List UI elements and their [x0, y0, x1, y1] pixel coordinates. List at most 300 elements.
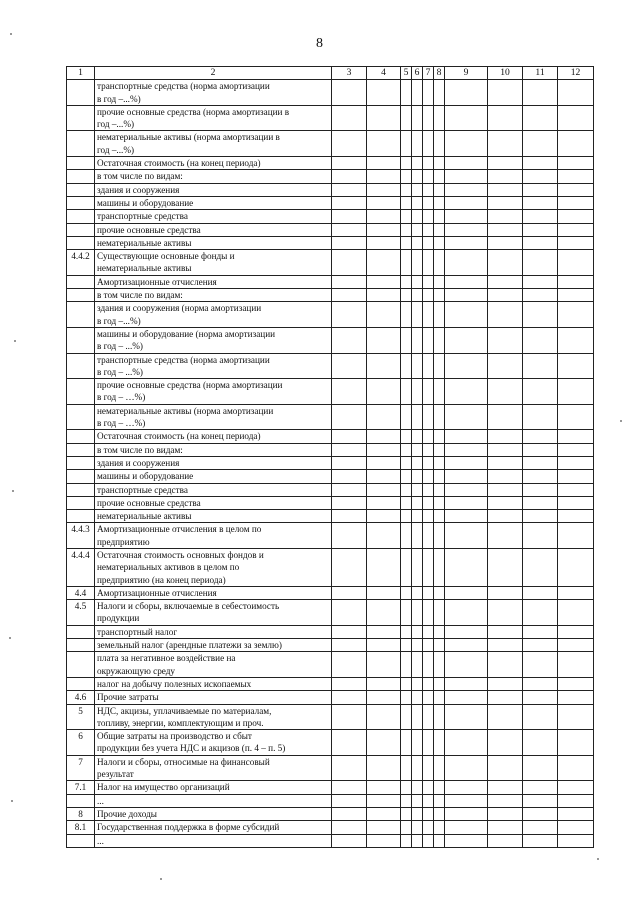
value-cell — [488, 691, 523, 704]
table-row — [67, 443, 594, 456]
table-row — [67, 275, 594, 288]
value-cell — [434, 755, 445, 781]
row-label: транспортные средства (норма амортизации в год –...%) — [95, 80, 332, 106]
value-cell — [558, 677, 594, 690]
value-cell — [423, 456, 434, 469]
row-label: машины и оборудование (норма амортизации в год – ...%) — [95, 327, 332, 353]
value-cell — [367, 170, 401, 183]
value-cell — [434, 353, 445, 379]
value-cell — [332, 289, 367, 302]
value-cell — [434, 430, 445, 443]
value-cell — [523, 704, 558, 730]
value-cell — [412, 236, 423, 249]
value-cell — [332, 105, 367, 131]
value-cell — [401, 250, 412, 276]
value-cell — [367, 289, 401, 302]
value-cell — [445, 250, 488, 276]
value-cell — [445, 794, 488, 807]
value-cell — [434, 586, 445, 599]
value-cell — [558, 236, 594, 249]
row-label: прочие основные средства — [95, 223, 332, 236]
row-label: в том числе по видам: — [95, 170, 332, 183]
value-cell — [367, 443, 401, 456]
value-cell — [523, 131, 558, 157]
value-cell — [412, 170, 423, 183]
table-row — [67, 523, 594, 549]
value-cell — [332, 353, 367, 379]
value-cell — [332, 755, 367, 781]
value-cell — [434, 807, 445, 820]
row-label: ... — [95, 794, 332, 807]
table-row — [67, 755, 594, 781]
row-label: Остаточная стоимость основных фондов и нематериальных активов в целом по предприятию (на конец периода) — [95, 548, 332, 586]
value-cell — [434, 80, 445, 106]
table-row — [67, 510, 594, 523]
value-cell — [401, 275, 412, 288]
value-cell — [423, 483, 434, 496]
value-cell — [401, 730, 412, 756]
value-cell — [488, 781, 523, 794]
value-cell — [401, 834, 412, 847]
value-cell — [401, 157, 412, 170]
value-cell — [434, 821, 445, 834]
value-cell — [423, 183, 434, 196]
value-cell — [523, 275, 558, 288]
value-cell — [434, 302, 445, 328]
value-cell — [488, 625, 523, 638]
value-cell — [367, 691, 401, 704]
value-cell — [558, 523, 594, 549]
value-cell — [434, 794, 445, 807]
value-cell — [332, 404, 367, 430]
column-header: 5 — [401, 67, 412, 80]
value-cell — [523, 327, 558, 353]
value-cell — [423, 302, 434, 328]
value-cell — [523, 496, 558, 509]
value-cell — [434, 625, 445, 638]
row-number — [67, 302, 95, 328]
value-cell — [367, 183, 401, 196]
value-cell — [332, 510, 367, 523]
value-cell — [332, 80, 367, 106]
value-cell — [412, 600, 423, 626]
value-cell — [445, 834, 488, 847]
value-cell — [558, 704, 594, 730]
value-cell — [332, 807, 367, 820]
scan-speck — [10, 33, 12, 35]
value-cell — [401, 236, 412, 249]
value-cell — [401, 80, 412, 106]
row-number: 4.4 — [67, 586, 95, 599]
value-cell — [401, 600, 412, 626]
value-cell — [523, 548, 558, 586]
value-cell — [332, 236, 367, 249]
table-row — [67, 548, 594, 586]
table-row — [67, 834, 594, 847]
value-cell — [423, 470, 434, 483]
value-cell — [558, 794, 594, 807]
table-row — [67, 691, 594, 704]
value-cell — [332, 639, 367, 652]
column-header: 1 — [67, 67, 95, 80]
row-label: Налоги и сборы, относимые на финансовый результат — [95, 755, 332, 781]
value-cell — [367, 353, 401, 379]
value-cell — [488, 302, 523, 328]
value-cell — [558, 443, 594, 456]
value-cell — [558, 327, 594, 353]
table-row — [67, 652, 594, 678]
value-cell — [423, 821, 434, 834]
cost-estimate-table — [66, 66, 594, 848]
value-cell — [412, 730, 423, 756]
value-cell — [488, 834, 523, 847]
value-cell — [445, 289, 488, 302]
value-cell — [401, 196, 412, 209]
value-cell — [488, 236, 523, 249]
value-cell — [332, 821, 367, 834]
value-cell — [488, 470, 523, 483]
value-cell — [412, 523, 423, 549]
value-cell — [423, 275, 434, 288]
table-row — [67, 157, 594, 170]
value-cell — [488, 157, 523, 170]
row-number — [67, 210, 95, 223]
value-cell — [412, 105, 423, 131]
value-cell — [367, 639, 401, 652]
row-number — [67, 353, 95, 379]
row-label: прочие основные средства — [95, 496, 332, 509]
row-number — [67, 105, 95, 131]
value-cell — [523, 456, 558, 469]
value-cell — [445, 523, 488, 549]
value-cell — [445, 586, 488, 599]
value-cell — [412, 586, 423, 599]
value-cell — [445, 548, 488, 586]
value-cell — [332, 210, 367, 223]
value-cell — [423, 691, 434, 704]
value-cell — [445, 704, 488, 730]
value-cell — [423, 250, 434, 276]
value-cell — [423, 496, 434, 509]
value-cell — [523, 353, 558, 379]
value-cell — [445, 210, 488, 223]
value-cell — [445, 353, 488, 379]
row-label: здания и сооружения — [95, 183, 332, 196]
value-cell — [367, 157, 401, 170]
value-cell — [332, 691, 367, 704]
value-cell — [434, 600, 445, 626]
value-cell — [523, 834, 558, 847]
value-cell — [523, 196, 558, 209]
value-cell — [523, 302, 558, 328]
row-label: Остаточная стоимость (на конец периода) — [95, 157, 332, 170]
value-cell — [332, 704, 367, 730]
value-cell — [434, 223, 445, 236]
value-cell — [434, 210, 445, 223]
value-cell — [445, 781, 488, 794]
row-label: Амортизационные отчисления в целом по предприятию — [95, 523, 332, 549]
table-row — [67, 353, 594, 379]
value-cell — [423, 730, 434, 756]
value-cell — [488, 652, 523, 678]
table-row — [67, 210, 594, 223]
row-label: здания и сооружения (норма амортизации в год –...%) — [95, 302, 332, 328]
value-cell — [488, 131, 523, 157]
value-cell — [523, 639, 558, 652]
scan-speck — [14, 340, 16, 342]
row-number: 5 — [67, 704, 95, 730]
column-header: 12 — [558, 67, 594, 80]
value-cell — [367, 456, 401, 469]
scan-speck — [160, 878, 162, 880]
row-label: Амортизационные отчисления — [95, 586, 332, 599]
value-cell — [401, 704, 412, 730]
value-cell — [434, 250, 445, 276]
row-label: нематериальные активы (норма амортизации в год –...%) — [95, 131, 332, 157]
value-cell — [332, 794, 367, 807]
value-cell — [367, 250, 401, 276]
row-number: 6 — [67, 730, 95, 756]
value-cell — [332, 834, 367, 847]
scan-speck — [11, 800, 13, 802]
row-label: транспортные средства — [95, 483, 332, 496]
value-cell — [523, 105, 558, 131]
table-row — [67, 131, 594, 157]
value-cell — [332, 586, 367, 599]
row-number — [67, 430, 95, 443]
value-cell — [488, 586, 523, 599]
row-label: Общие затраты на производство и сбыт продукции без учета НДС и акцизов (п. 4 – п. 5) — [95, 730, 332, 756]
value-cell — [401, 677, 412, 690]
value-cell — [332, 730, 367, 756]
value-cell — [412, 691, 423, 704]
value-cell — [523, 183, 558, 196]
value-cell — [412, 548, 423, 586]
value-cell — [367, 510, 401, 523]
value-cell — [367, 302, 401, 328]
row-label: Существующие основные фонды и нематериальные активы — [95, 250, 332, 276]
table-row — [67, 236, 594, 249]
value-cell — [332, 327, 367, 353]
column-header: 6 — [412, 67, 423, 80]
value-cell — [558, 652, 594, 678]
value-cell — [488, 327, 523, 353]
value-cell — [434, 470, 445, 483]
value-cell — [434, 510, 445, 523]
value-cell — [367, 523, 401, 549]
table-row — [67, 250, 594, 276]
value-cell — [488, 755, 523, 781]
value-cell — [445, 170, 488, 183]
value-cell — [367, 430, 401, 443]
value-cell — [488, 600, 523, 626]
value-cell — [445, 404, 488, 430]
value-cell — [332, 443, 367, 456]
value-cell — [558, 430, 594, 443]
value-cell — [523, 170, 558, 183]
value-cell — [558, 223, 594, 236]
row-label: транспортные средства — [95, 210, 332, 223]
value-cell — [434, 157, 445, 170]
row-label: в том числе по видам: — [95, 289, 332, 302]
value-cell — [423, 586, 434, 599]
row-number — [67, 404, 95, 430]
value-cell — [367, 379, 401, 405]
row-label: в том числе по видам: — [95, 443, 332, 456]
value-cell — [434, 327, 445, 353]
value-cell — [367, 210, 401, 223]
value-cell — [423, 157, 434, 170]
value-cell — [412, 834, 423, 847]
value-cell — [488, 456, 523, 469]
value-cell — [332, 483, 367, 496]
value-cell — [401, 586, 412, 599]
value-cell — [401, 170, 412, 183]
value-cell — [367, 730, 401, 756]
value-cell — [412, 223, 423, 236]
value-cell — [558, 210, 594, 223]
column-header: 8 — [434, 67, 445, 80]
table-row — [67, 470, 594, 483]
value-cell — [445, 456, 488, 469]
value-cell — [445, 470, 488, 483]
value-cell — [423, 210, 434, 223]
value-cell — [558, 639, 594, 652]
value-cell — [445, 652, 488, 678]
value-cell — [367, 223, 401, 236]
row-label: нематериальные активы — [95, 510, 332, 523]
value-cell — [434, 196, 445, 209]
value-cell — [401, 483, 412, 496]
value-cell — [412, 755, 423, 781]
value-cell — [412, 250, 423, 276]
value-cell — [401, 404, 412, 430]
value-cell — [367, 483, 401, 496]
row-number — [67, 625, 95, 638]
value-cell — [434, 456, 445, 469]
value-cell — [488, 548, 523, 586]
value-cell — [558, 404, 594, 430]
table-body — [67, 67, 594, 848]
column-header: 7 — [423, 67, 434, 80]
value-cell — [523, 223, 558, 236]
value-cell — [523, 470, 558, 483]
value-cell — [401, 639, 412, 652]
value-cell — [434, 691, 445, 704]
table-row — [67, 639, 594, 652]
value-cell — [412, 704, 423, 730]
value-cell — [488, 223, 523, 236]
table-row — [67, 821, 594, 834]
value-cell — [488, 183, 523, 196]
value-cell — [558, 586, 594, 599]
row-label: налог на добычу полезных ископаемых — [95, 677, 332, 690]
value-cell — [423, 443, 434, 456]
value-cell — [423, 807, 434, 820]
value-cell — [401, 105, 412, 131]
row-number — [67, 131, 95, 157]
row-number — [67, 639, 95, 652]
value-cell — [412, 677, 423, 690]
value-cell — [523, 755, 558, 781]
value-cell — [558, 834, 594, 847]
value-cell — [445, 183, 488, 196]
value-cell — [445, 80, 488, 106]
value-cell — [332, 157, 367, 170]
value-cell — [423, 80, 434, 106]
value-cell — [558, 600, 594, 626]
value-cell — [332, 223, 367, 236]
value-cell — [423, 170, 434, 183]
value-cell — [523, 600, 558, 626]
value-cell — [367, 600, 401, 626]
value-cell — [401, 443, 412, 456]
table-row — [67, 183, 594, 196]
value-cell — [412, 470, 423, 483]
value-cell — [401, 548, 412, 586]
value-cell — [412, 430, 423, 443]
value-cell — [445, 275, 488, 288]
value-cell — [332, 625, 367, 638]
table-row — [67, 677, 594, 690]
row-label: здания и сооружения — [95, 456, 332, 469]
table-row — [67, 600, 594, 626]
value-cell — [367, 404, 401, 430]
value-cell — [523, 210, 558, 223]
value-cell — [523, 794, 558, 807]
value-cell — [332, 131, 367, 157]
value-cell — [558, 275, 594, 288]
value-cell — [445, 302, 488, 328]
value-cell — [401, 470, 412, 483]
value-cell — [423, 652, 434, 678]
row-number — [67, 834, 95, 847]
value-cell — [367, 807, 401, 820]
value-cell — [423, 523, 434, 549]
column-header: 3 — [332, 67, 367, 80]
value-cell — [401, 755, 412, 781]
table-row — [67, 80, 594, 106]
value-cell — [423, 781, 434, 794]
row-number — [67, 275, 95, 288]
value-cell — [423, 677, 434, 690]
row-number: 8.1 — [67, 821, 95, 834]
value-cell — [488, 250, 523, 276]
value-cell — [332, 183, 367, 196]
value-cell — [332, 430, 367, 443]
value-cell — [412, 131, 423, 157]
row-label: ... — [95, 834, 332, 847]
value-cell — [445, 430, 488, 443]
value-cell — [523, 80, 558, 106]
value-cell — [445, 807, 488, 820]
row-number — [67, 170, 95, 183]
value-cell — [558, 470, 594, 483]
value-cell — [367, 470, 401, 483]
row-label: плата за негативное воздействие на окружающую среду — [95, 652, 332, 678]
value-cell — [412, 353, 423, 379]
value-cell — [523, 677, 558, 690]
row-label: земельный налог (арендные платежи за землю) — [95, 639, 332, 652]
value-cell — [412, 781, 423, 794]
value-cell — [434, 548, 445, 586]
value-cell — [558, 807, 594, 820]
value-cell — [445, 223, 488, 236]
column-header-row — [67, 67, 594, 80]
table-row — [67, 223, 594, 236]
value-cell — [412, 821, 423, 834]
row-number — [67, 510, 95, 523]
